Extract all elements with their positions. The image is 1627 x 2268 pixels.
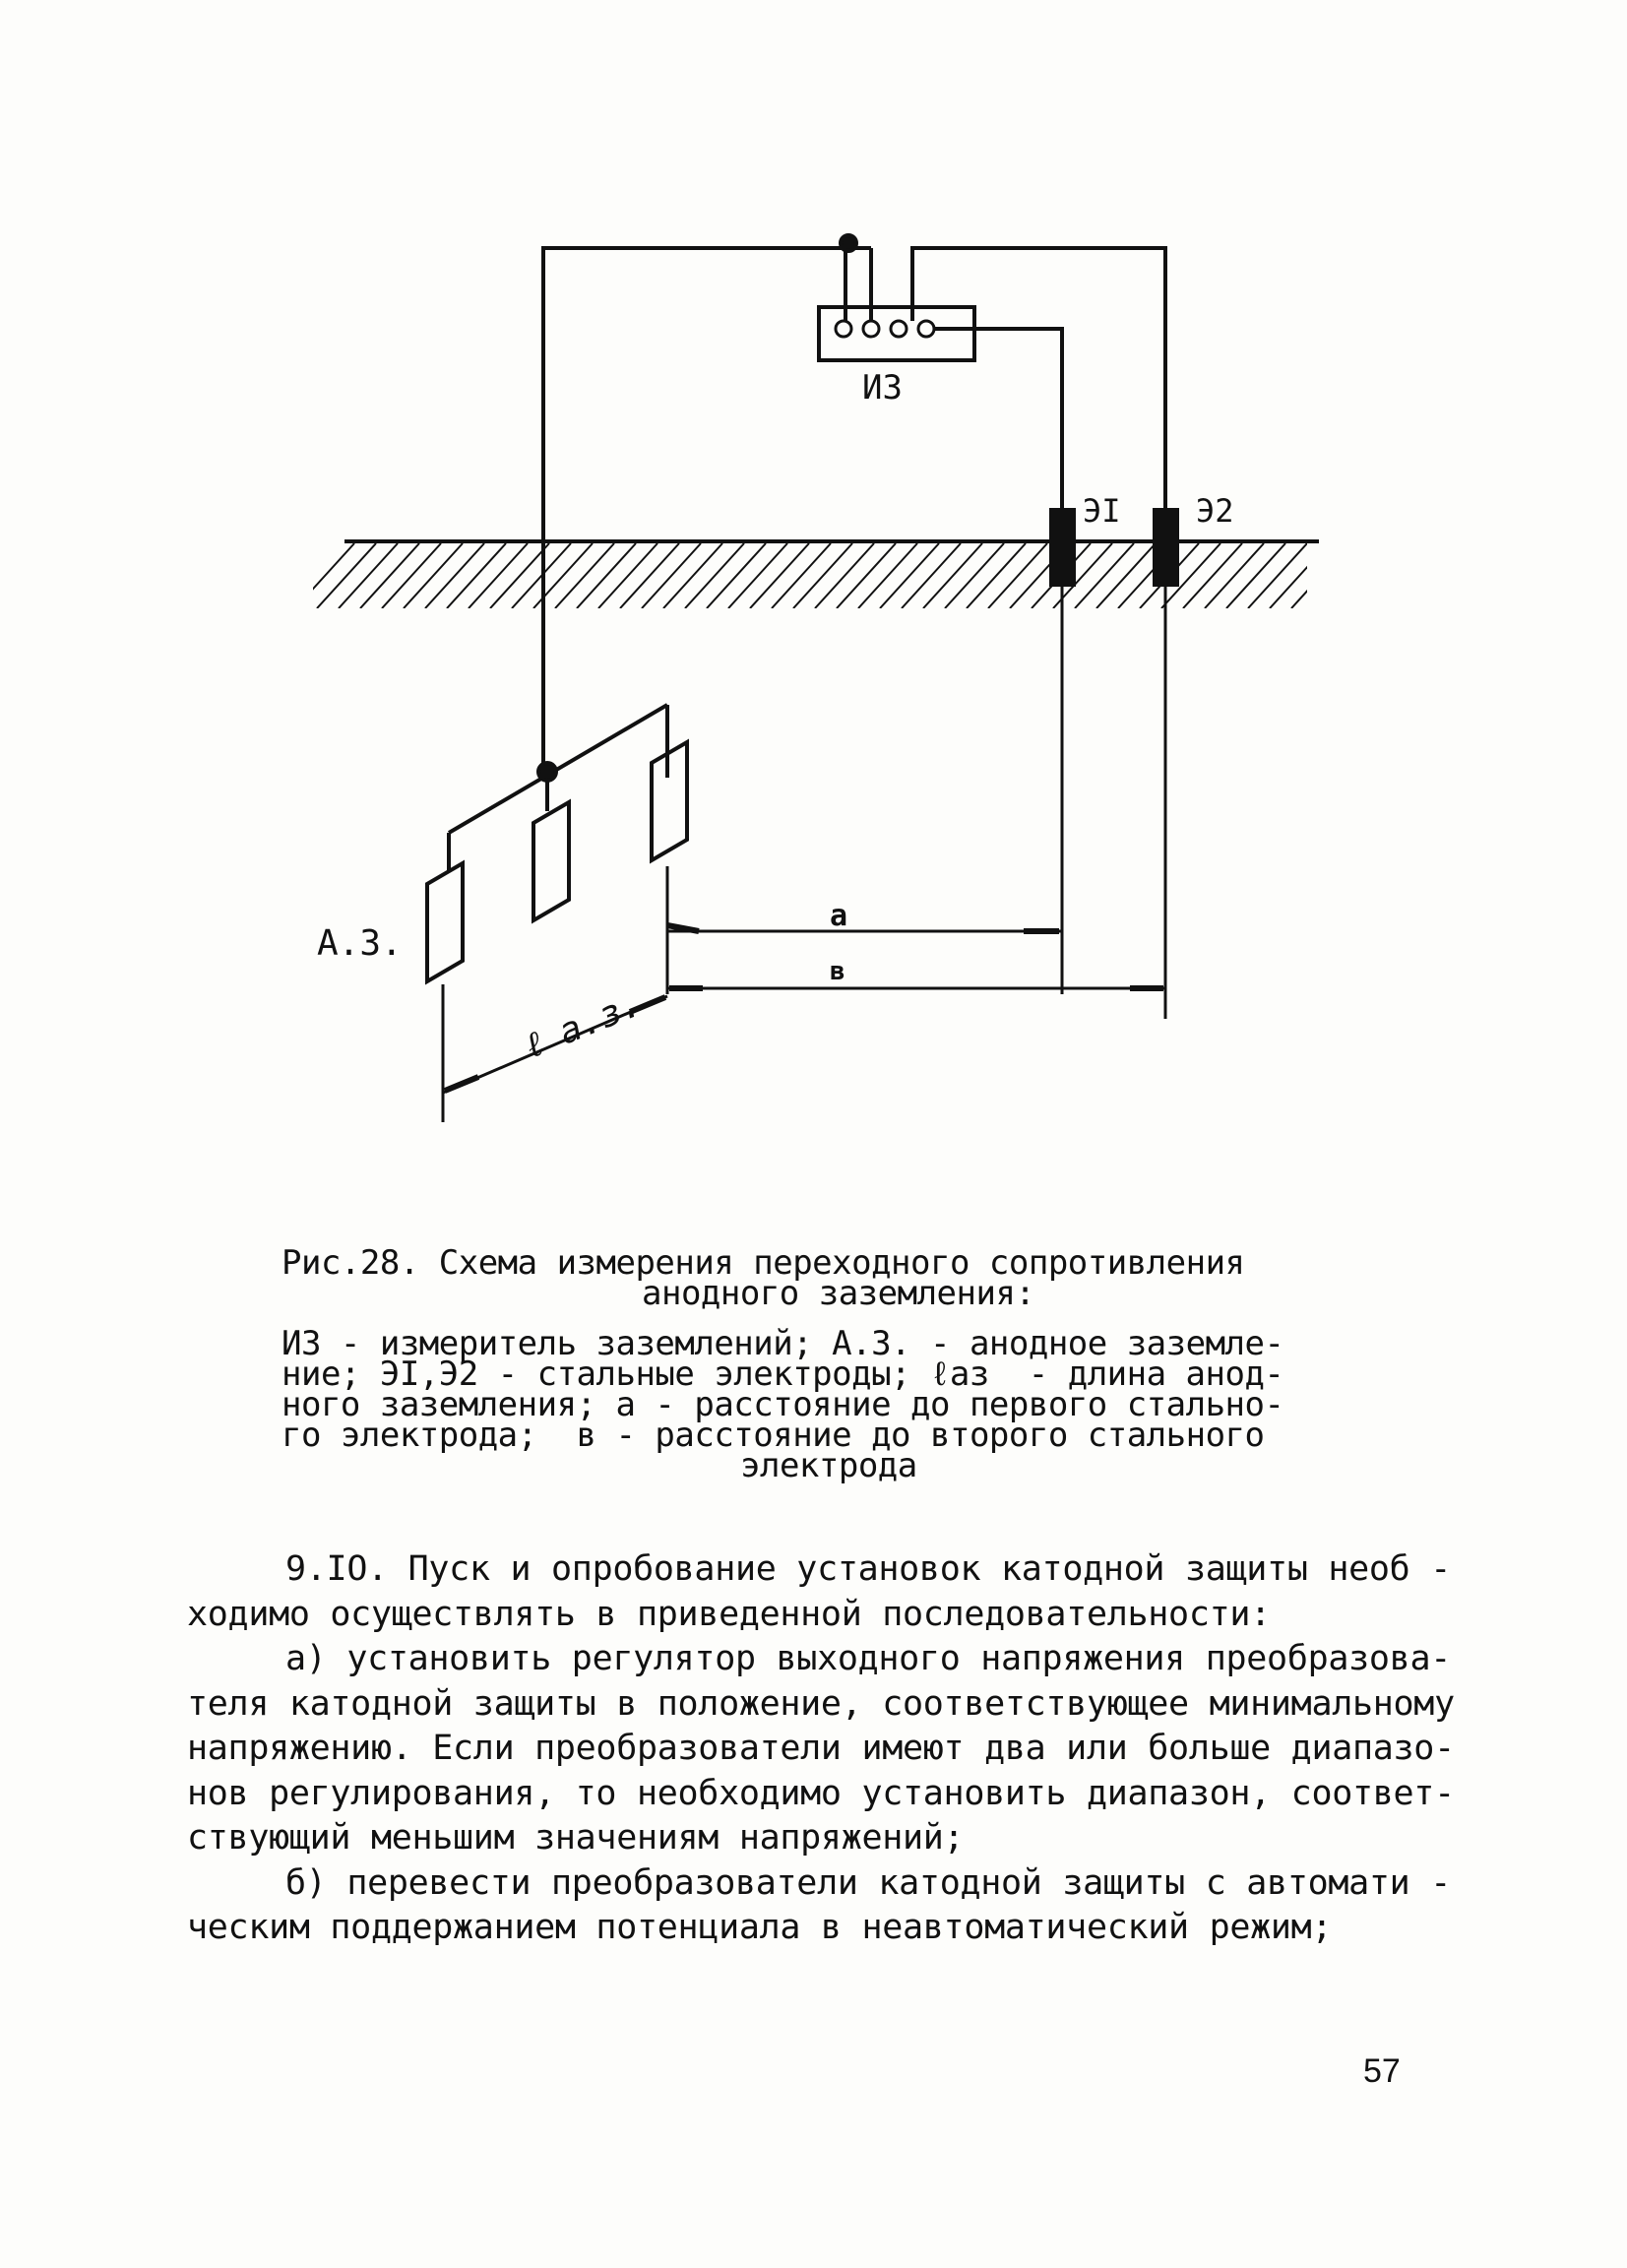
legend-line: ного заземления; а - расстояние до первого стально- — [282, 1385, 1284, 1424]
figure-caption-title — [282, 1243, 1384, 1313]
anode-label: А.З. — [317, 923, 403, 964]
body-text — [187, 1547, 1455, 1951]
figure-caption-legend — [282, 1324, 1384, 1485]
electrode-1-label: ЭI — [1083, 492, 1121, 530]
ground-hatching — [295, 543, 1394, 608]
legend-line: ние; ЭI,Э2 - стальные электроды; ℓаз - длина анод- — [282, 1354, 1284, 1394]
junction-dot-top — [841, 235, 856, 251]
device-label: ИЗ — [862, 368, 903, 408]
electrode-2-label: Э2 — [1196, 492, 1234, 530]
terminals — [836, 321, 934, 337]
paragraph-line: теля катодной защиты в положение, соответствующее минимальному — [187, 1683, 1455, 1724]
paragraph-line: ходимо осуществлять в приведенной последовательности: — [187, 1594, 1271, 1634]
dim-b-label: в — [830, 957, 845, 986]
anode-ground-bed — [427, 705, 687, 981]
legend-line: электрода — [740, 1446, 917, 1485]
paragraph-line: а) установить регулятор выходного напряжения преобразова- — [285, 1639, 1451, 1678]
paragraph-line: ствующий меньшим значениям напряжений; — [187, 1818, 965, 1858]
paragraph-line: нов регулирования, то необходимо установить диапазон, соответ- — [187, 1773, 1455, 1813]
legend-line: го электрода; в - расстояние до второго стального — [282, 1416, 1265, 1455]
caption-title-line: анодного заземления: — [642, 1274, 1035, 1313]
electrode-2 — [1155, 510, 1177, 585]
paragraph-line: 9.IO. Пуск и опробование установок катодной защиты необ - — [285, 1549, 1451, 1589]
paragraph-line: напряжению. Если преобразователи имеют два или больше диапазо- — [187, 1729, 1455, 1768]
dim-a-label: а — [830, 899, 848, 933]
electrode-1 — [1051, 510, 1074, 585]
length-label: ℓ а.з. — [520, 983, 648, 1067]
page-number: 57 — [1363, 2052, 1401, 2090]
legend-line: ИЗ - измеритель заземлений; А.З. - анодное заземле- — [282, 1324, 1284, 1363]
dimensions — [443, 866, 1165, 1122]
paragraph-line: б) перевести преобразователи катодной защиты с автомати - — [285, 1862, 1451, 1903]
paragraph-line: ческим поддержанием потенциала в неавтоматический режим; — [187, 1908, 1333, 1947]
caption-title-line: Рис.28. Схема измерения переходного сопротивления — [282, 1243, 1245, 1283]
